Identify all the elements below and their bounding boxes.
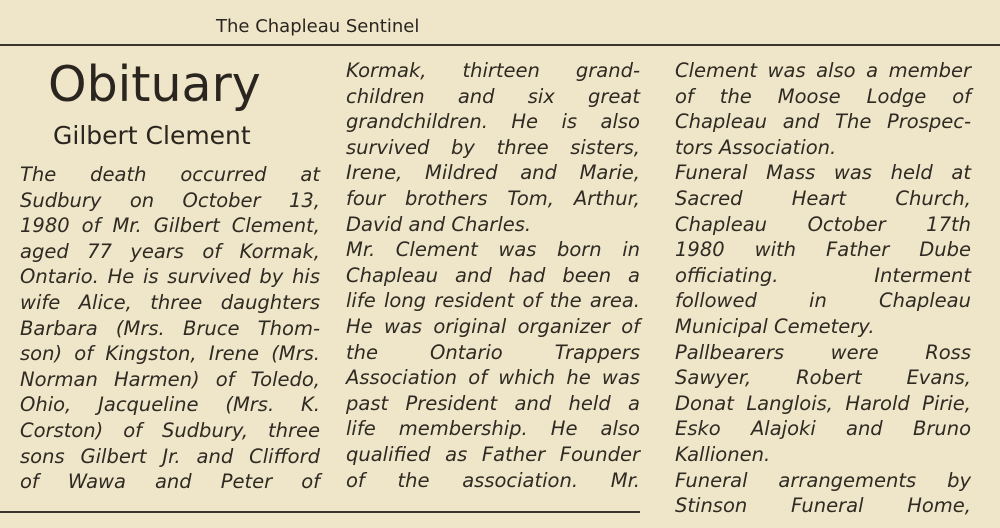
top-rule: [0, 44, 1000, 46]
column-1: [20, 162, 320, 495]
text-line: Ontario. He is survived by his: [20, 265, 320, 289]
text-line: Corston) of Sudbury, three: [20, 418, 320, 442]
text-line: Funeral arrangements by: [675, 468, 971, 492]
text-line: He was original organizer of: [346, 314, 640, 338]
text-line: tors Association.: [675, 135, 837, 159]
text-line: Kormak, thirteen grand-: [346, 59, 640, 82]
text-line: Sacred Heart Church,: [675, 186, 971, 210]
text-line: grandchildren. He is also: [346, 110, 640, 134]
text-line: Sudbury on October 13,: [20, 188, 320, 212]
text-line: officiating. Interment: [675, 263, 971, 287]
text-line: sons Gilbert Jr. and Clifford: [20, 444, 320, 468]
text-line: life membership. He also: [346, 417, 640, 441]
text-line: David and Charles.: [346, 212, 532, 236]
column-3: [675, 58, 971, 519]
column-2: [346, 58, 640, 493]
article-heading: Obituary: [48, 56, 261, 113]
text-line: past President and held a: [346, 391, 640, 415]
text-line: qualified as Father Founder: [346, 442, 640, 466]
text-line: 1980 of Mr. Gilbert Clement,: [20, 214, 320, 238]
text-line: Ohio, Jacqueline (Mrs. K.: [20, 393, 320, 417]
text-line: life long resident of the area.: [346, 289, 640, 313]
text-line: followed in Chapleau: [675, 289, 971, 313]
text-line: Pallbearers were Ross: [675, 340, 971, 364]
bottom-rule: [0, 511, 640, 513]
text-line: 1980 with Father Dube: [675, 238, 971, 262]
text-line: Chapleau October 17th: [675, 212, 971, 236]
text-line: Funeral Mass was held at: [675, 161, 971, 185]
text-line: Chapleau and The Prospec-: [675, 110, 971, 134]
article-subheading: Gilbert Clement: [53, 121, 251, 150]
text-line: Municipal Cemetery.: [675, 314, 875, 338]
text-line: Esko Alajoki and Bruno: [675, 417, 971, 441]
text-line: wife Alice, three daughters: [20, 290, 320, 314]
text-line: of Wawa and Peter of: [20, 470, 320, 494]
text-line: Irene, Mildred and Marie,: [346, 161, 640, 185]
text-line: Stinson Funeral Home,: [675, 494, 971, 518]
text-line: Barbara (Mrs. Bruce Thom-: [20, 316, 320, 340]
text-line: the Ontario Trappers: [346, 340, 640, 364]
text-line: of the association. Mr.: [346, 468, 640, 492]
text-line: son) of Kingston, Irene (Mrs.: [20, 342, 320, 366]
text-line: The death occurred at: [20, 163, 320, 186]
text-line: Donat Langlois, Harold Pirie,: [675, 391, 971, 415]
text-line: Norman Harmen) of Toledo,: [20, 367, 320, 391]
masthead: [0, 0, 1000, 46]
text-line: children and six great: [346, 84, 640, 108]
text-line: aged 77 years of Kormak,: [20, 239, 320, 263]
text-line: four brothers Tom, Arthur,: [346, 186, 640, 210]
text-line: Clement was also a member: [675, 59, 971, 82]
text-line: of the Moose Lodge of: [675, 84, 971, 108]
text-line: Association of which he was: [346, 366, 640, 390]
text-line: Kallionen.: [675, 442, 771, 466]
text-line: Sawyer, Robert Evans,: [675, 366, 971, 390]
text-line: Mr. Clement was born in: [346, 238, 640, 262]
newspaper-title: The Chapleau Sentinel: [216, 16, 420, 37]
text-line: Chapleau and had been a: [346, 263, 640, 287]
text-line: survived by three sisters,: [346, 135, 640, 159]
